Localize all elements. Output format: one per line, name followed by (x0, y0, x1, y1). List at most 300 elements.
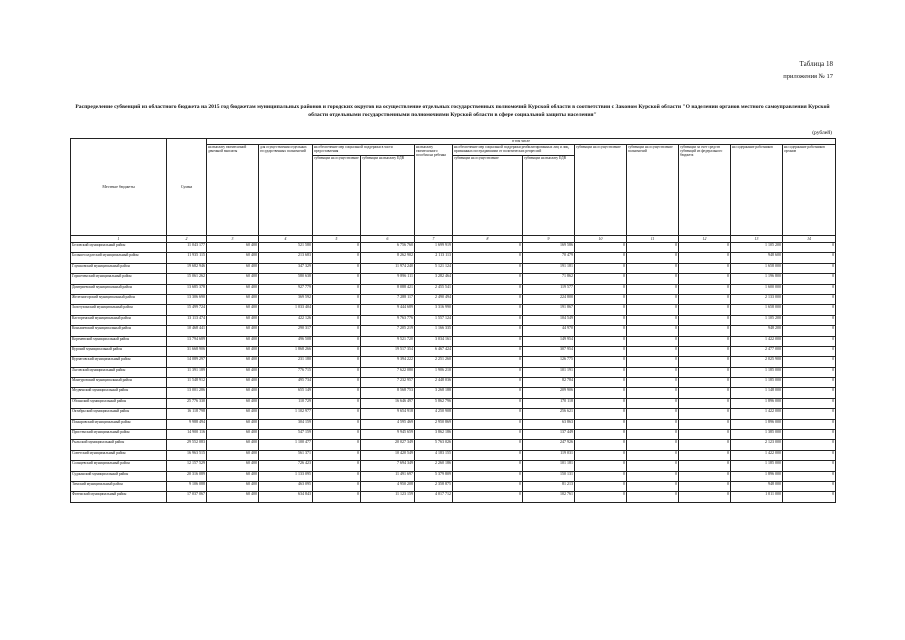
row-value: 0 (453, 336, 523, 346)
row-value: 60 400 (207, 440, 259, 450)
row-value: 0 (313, 430, 361, 440)
row-value: 60 400 (207, 461, 259, 471)
row-value: 0 (679, 305, 731, 315)
row-name: Мантуровский муниципальный район (71, 378, 167, 388)
row-value: 10 420 549 (361, 450, 415, 460)
row-value: 0 (783, 440, 836, 450)
row-value: 44 970 (523, 326, 575, 336)
row-value: 0 (575, 284, 627, 294)
row-value: 60 400 (207, 346, 259, 356)
row-value: 209 906 (523, 388, 575, 398)
row-value: 0 (575, 243, 627, 253)
row-name: Тимский муниципальный район (71, 481, 167, 491)
row-value: 0 (575, 398, 627, 408)
row-name: Касторенский муниципальный район (71, 315, 167, 325)
row-value: 1 896 000 (731, 419, 783, 429)
row-value: 9 763 776 (361, 315, 415, 325)
row-value: 0 (453, 461, 523, 471)
row-value: 0 (453, 294, 523, 304)
row-name: Пристенский муниципальный район (71, 430, 167, 440)
row-value: 3 862 186 (415, 430, 453, 440)
row-value: 60 400 (207, 367, 259, 377)
row-value: 2 123 000 (731, 440, 783, 450)
row-value: 0 (627, 367, 679, 377)
row-value: 8 568 753 (361, 388, 415, 398)
row-value: 0 (783, 367, 836, 377)
row-value: 2 358 875 (415, 481, 453, 491)
column-number: 11 (627, 236, 679, 243)
appendix-label: приложения № 17 (783, 73, 833, 80)
row-value: 0 (575, 294, 627, 304)
row-value: 0 (453, 419, 523, 429)
row-value: 1 185 000 (731, 461, 783, 471)
row-value: 0 (679, 481, 731, 491)
row-value: 0 (313, 367, 361, 377)
row-value: 5 121 124 (415, 263, 453, 273)
row-value: 0 (679, 440, 731, 450)
row-value: 102 761 (523, 492, 575, 502)
table-row (71, 450, 836, 460)
row-value: 15 061 262 (167, 274, 207, 284)
row-value: 7 288 117 (361, 294, 415, 304)
row-value: 0 (575, 346, 627, 356)
row-name: Льговский муниципальный район (71, 367, 167, 377)
row-name: Кореневский муниципальный район (71, 336, 167, 346)
row-value: 0 (575, 450, 627, 460)
row-name: Фатежский муниципальный район (71, 492, 167, 502)
header-c5-group: на обеспечение мер социальной поддержки в части предоставления (313, 145, 415, 156)
table-row (71, 388, 836, 398)
row-value: 60 400 (207, 492, 259, 502)
row-value: 60 400 (207, 409, 259, 419)
row-value: 0 (783, 398, 836, 408)
row-value: 0 (627, 378, 679, 388)
row-value: 0 (783, 450, 836, 460)
row-value: 0 (575, 440, 627, 450)
row-value: 0 (313, 461, 361, 471)
table-label: Таблица 18 (799, 60, 833, 68)
row-value: 11 548 912 (167, 378, 207, 388)
row-value: 6 467 424 (415, 346, 453, 356)
row-value: 0 (313, 263, 361, 273)
row-value: 948 000 (731, 481, 783, 491)
row-value: 0 (575, 388, 627, 398)
row-value: 60 400 (207, 305, 259, 315)
row-value: 2 950 869 (415, 419, 453, 429)
row-value: 137 449 (523, 430, 575, 440)
row-value: 2 477 000 (731, 346, 783, 356)
row-value: 15 499 724 (167, 305, 207, 315)
row-value: 0 (627, 492, 679, 502)
row-value: 4 595 469 (361, 419, 415, 429)
row-value: 0 (679, 336, 731, 346)
row-value: 0 (575, 336, 627, 346)
row-value: 0 (453, 378, 523, 388)
row-value: 0 (627, 481, 679, 491)
header-c8: субвенции на осуществление (453, 156, 523, 236)
row-value: 1 658 000 (731, 305, 783, 315)
row-value: 4 250 908 (415, 409, 453, 419)
table-row (71, 346, 836, 356)
row-value: 1 699 919 (415, 243, 453, 253)
row-value: 1 102 977 (259, 409, 313, 419)
row-value: 2 133 000 (731, 294, 783, 304)
row-value: 0 (313, 274, 361, 284)
row-value: 0 (313, 388, 361, 398)
row-value: 0 (313, 346, 361, 356)
row-value: 1 422 000 (731, 409, 783, 419)
row-value: 16 118 798 (167, 409, 207, 419)
row-value: 634 843 (259, 492, 313, 502)
row-value: 9 654 918 (361, 409, 415, 419)
row-value: 0 (627, 346, 679, 356)
row-value: 6 756 760 (361, 243, 415, 253)
row-value: 256 621 (523, 409, 575, 419)
row-value: 12 157 529 (167, 461, 207, 471)
row-value: 170 118 (523, 398, 575, 408)
row-value: 0 (627, 305, 679, 315)
table-row (71, 419, 836, 429)
row-value: 1 105 200 (731, 315, 783, 325)
row-value: 60 400 (207, 243, 259, 253)
row-value: 25 776 330 (167, 398, 207, 408)
row-value: 2 260 186 (415, 461, 453, 471)
row-name: Рыльский муниципальный район (71, 440, 167, 450)
row-value: 60 400 (207, 450, 259, 460)
row-value: 0 (627, 294, 679, 304)
row-value: 948 600 (731, 253, 783, 263)
row-value: 0 (453, 326, 523, 336)
row-value: 0 (627, 471, 679, 481)
row-value: 60 400 (207, 471, 259, 481)
row-value: 9 521 720 (361, 336, 415, 346)
row-value: 2 025 900 (731, 357, 783, 367)
row-name: Золотухинский муниципальный район (71, 305, 167, 315)
row-value: 0 (313, 294, 361, 304)
header-c4: для осуществления отдельных государственных полномочий (259, 145, 313, 236)
table-row (71, 461, 836, 471)
row-value: 0 (679, 471, 731, 481)
row-value: 101 181 (523, 461, 575, 471)
row-value: 307 954 (523, 346, 575, 356)
row-value: 11 391 189 (167, 367, 207, 377)
header-c6: субвенции на выплату ЕДВ (361, 156, 415, 236)
row-value: 11 935 115 (167, 253, 207, 263)
row-name: Дмитриевский муниципальный район (71, 284, 167, 294)
row-value: 0 (313, 336, 361, 346)
row-value: 0 (679, 398, 731, 408)
row-value: 9 988 494 (167, 419, 207, 429)
row-value: 60 400 (207, 294, 259, 304)
row-value: 0 (453, 450, 523, 460)
row-value: 0 (679, 378, 731, 388)
row-value: 0 (783, 253, 836, 263)
row-value: 11 974 240 (361, 263, 415, 273)
row-value: 231 180 (259, 357, 313, 367)
row-value: 0 (313, 284, 361, 294)
row-value: 0 (575, 378, 627, 388)
row-value: 2 490 494 (415, 294, 453, 304)
row-value: 0 (783, 492, 836, 502)
row-value: 521 580 (259, 243, 313, 253)
row-value: 0 (575, 419, 627, 429)
row-value: 60 400 (207, 315, 259, 325)
row-value: 0 (627, 430, 679, 440)
row-value: 0 (679, 274, 731, 284)
row-value: 580 638 (259, 274, 313, 284)
table-row (71, 243, 836, 253)
header-c10: субвенции на осуществление (575, 145, 627, 236)
header-c11: субвенции на осуществление полномочий (627, 145, 679, 236)
row-value: 1 557 124 (415, 315, 453, 325)
row-value: 60 400 (207, 263, 259, 273)
row-value: 0 (453, 388, 523, 398)
row-value: 71 862 (523, 274, 575, 284)
row-value: 0 (679, 419, 731, 429)
row-value: 20 316 089 (167, 471, 207, 481)
row-value: 1 422 000 (731, 336, 783, 346)
row-value: 126 775 (523, 357, 575, 367)
row-value: 60 400 (207, 284, 259, 294)
row-value: 0 (575, 274, 627, 284)
row-value: 0 (313, 419, 361, 429)
row-value: 0 (575, 253, 627, 263)
row-value: 0 (313, 450, 361, 460)
row-value: 4 183 155 (415, 450, 453, 460)
row-value: 0 (453, 243, 523, 253)
row-value: 149 954 (523, 336, 575, 346)
row-value: 0 (783, 315, 836, 325)
row-value: 1 100 477 (259, 440, 313, 450)
row-value: 1 185 000 (731, 378, 783, 388)
header-name: Местные бюджеты (71, 139, 167, 236)
row-value: 0 (783, 294, 836, 304)
row-value: 0 (679, 326, 731, 336)
row-value: 0 (783, 263, 836, 273)
table-row (71, 471, 836, 481)
header-c9: субвенции на выплату ЕДВ (523, 156, 575, 236)
row-value: 1 600 000 (731, 284, 783, 294)
row-value: 1 011 000 (731, 492, 783, 502)
row-name: Большесолдатский муниципальный район (71, 253, 167, 263)
row-value: 60 400 (207, 357, 259, 367)
row-value: 0 (313, 440, 361, 450)
row-value: 0 (627, 263, 679, 273)
row-value: 1 033 404 (259, 305, 313, 315)
table-row (71, 274, 836, 284)
table-row (71, 409, 836, 419)
row-value: 1 658 000 (731, 263, 783, 273)
row-value: 169 586 (523, 243, 575, 253)
row-value: 9 394 222 (361, 357, 415, 367)
row-value: 0 (453, 274, 523, 284)
header-c13: на содержание работников (731, 145, 783, 236)
row-value: 14 089 297 (167, 357, 207, 367)
column-number: 7 (415, 236, 453, 243)
row-value: 5 763 026 (415, 440, 453, 450)
row-value: 191 181 (523, 263, 575, 273)
row-value: 5 862 796 (415, 398, 453, 408)
row-value: 0 (627, 326, 679, 336)
row-value: 0 (575, 263, 627, 273)
row-value: 304 159 (259, 419, 313, 429)
row-value: 1 868 266 (259, 346, 313, 356)
row-value: 0 (679, 367, 731, 377)
row-value: 0 (679, 263, 731, 273)
row-value: 0 (627, 409, 679, 419)
row-value: 60 400 (207, 430, 259, 440)
row-value: 3 282 464 (415, 274, 453, 284)
row-name: Обоянский муниципальный район (71, 398, 167, 408)
row-value: 16 963 515 (167, 450, 207, 460)
row-value: 19 517 354 (361, 346, 415, 356)
row-value: 0 (453, 471, 523, 481)
table-row (71, 398, 836, 408)
row-value: 0 (679, 294, 731, 304)
row-value: 726 423 (259, 461, 313, 471)
row-value: 1 896 000 (731, 398, 783, 408)
row-value: 7 205 219 (361, 326, 415, 336)
table-row (71, 336, 836, 346)
table-row (71, 430, 836, 440)
row-value: 0 (627, 274, 679, 284)
row-value: 0 (453, 398, 523, 408)
table-row (71, 357, 836, 367)
row-value: 0 (313, 253, 361, 263)
row-value: 0 (453, 315, 523, 325)
header-c8-group: на обеспечение мер социальной поддержки реабилитированных лиц и лиц, признанных пострадавшими от политических репрессий (453, 145, 575, 156)
row-value: 0 (627, 461, 679, 471)
row-value: 13 306 690 (167, 294, 207, 304)
row-value: 0 (679, 243, 731, 253)
row-value: 0 (313, 357, 361, 367)
row-value: 0 (627, 388, 679, 398)
row-name: Курский муниципальный район (71, 346, 167, 356)
header-sum: Сумма (167, 139, 207, 236)
row-value: 101 191 (523, 367, 575, 377)
row-value: 9 106 088 (167, 481, 207, 491)
row-value: 927 779 (259, 284, 313, 294)
row-value: 776 715 (259, 367, 313, 377)
row-value: 0 (313, 326, 361, 336)
table-row (71, 440, 836, 450)
row-value: 8 262 902 (361, 253, 415, 263)
row-value: 3 034 161 (415, 336, 453, 346)
table-row (71, 253, 836, 263)
row-value: 0 (575, 409, 627, 419)
row-value: 0 (313, 409, 361, 419)
header-c7: на выплату ежемесячного пособия на ребенка (415, 145, 453, 236)
row-value: 0 (783, 243, 836, 253)
row-value: 9 896 111 (361, 274, 415, 284)
row-value: 0 (679, 450, 731, 460)
row-value: 0 (783, 409, 836, 419)
row-value: 11 491 697 (361, 471, 415, 481)
row-value: 13 685 378 (167, 284, 207, 294)
row-value: 0 (627, 450, 679, 460)
row-value: 0 (783, 305, 836, 315)
row-value: 0 (313, 471, 361, 481)
row-name: Поныровский муниципальный район (71, 419, 167, 429)
row-value: 0 (575, 492, 627, 502)
row-value: 31 668 906 (167, 346, 207, 356)
subvention-table (70, 138, 836, 503)
row-value: 0 (627, 419, 679, 429)
row-value: 0 (679, 430, 731, 440)
row-value: 60 400 (207, 253, 259, 263)
row-value: 7 694 349 (361, 461, 415, 471)
row-value: 290 317 (259, 326, 313, 336)
table-row (71, 284, 836, 294)
table-row (71, 305, 836, 315)
row-value: 7 232 957 (361, 378, 415, 388)
row-value: 0 (453, 440, 523, 450)
row-value: 60 400 (207, 419, 259, 429)
row-value: 5 379 809 (415, 471, 453, 481)
row-value: 561 371 (259, 450, 313, 460)
row-value: 60 400 (207, 336, 259, 346)
row-value: 1 422 000 (731, 450, 783, 460)
row-value: 13 113 474 (167, 315, 207, 325)
row-value: 1 896 000 (731, 471, 783, 481)
row-value: 60 400 (207, 388, 259, 398)
row-value: 2 455 541 (415, 284, 453, 294)
row-value: 11 043 177 (167, 243, 207, 253)
row-value: 0 (575, 305, 627, 315)
row-value: 3 316 990 (415, 305, 453, 315)
row-name: Горшеченский муниципальный район (71, 274, 167, 284)
row-value: 1 148 000 (731, 388, 783, 398)
units-label: (рублей) (812, 130, 832, 136)
row-value: 0 (783, 336, 836, 346)
row-value: 0 (575, 471, 627, 481)
row-value: 16 646 497 (361, 398, 415, 408)
row-value: 655 149 (259, 388, 313, 398)
row-value: 1 185 000 (731, 367, 783, 377)
row-name: Солнцевский муниципальный район (71, 461, 167, 471)
row-value: 2 448 036 (415, 378, 453, 388)
column-number: 9 (523, 236, 575, 243)
column-number: 14 (783, 236, 836, 243)
column-number: 2 (167, 236, 207, 243)
row-value: 0 (313, 492, 361, 502)
row-value: 29 552 083 (167, 440, 207, 450)
row-value: 0 (575, 315, 627, 325)
row-value: 13 001 286 (167, 388, 207, 398)
row-value: 60 400 (207, 274, 259, 284)
row-value: 0 (453, 430, 523, 440)
row-value: 10 468 441 (167, 326, 207, 336)
header-c5: субвенции на осуществление (313, 156, 361, 236)
row-value: 0 (783, 274, 836, 284)
row-value: 0 (679, 284, 731, 294)
row-value: 9 945 659 (361, 430, 415, 440)
row-value: 0 (453, 492, 523, 502)
row-value: 463 095 (259, 481, 313, 491)
document-title: Распределение субвенций из областного бюджета на 2015 год бюджетам муниципальных районов и городских округов на осуществление отдельных государственных полномочий Курской области в соответствии с Законом Курской области "О наделении органов местного самоуправления Курской области отдельными государственными полномочиями Курской области в сфере социальной защиты населения" (75, 104, 830, 118)
row-value: 0 (453, 346, 523, 356)
row-name: Глушковский муниципальный район (71, 263, 167, 273)
row-value: 7 622 080 (361, 367, 415, 377)
row-value: 0 (783, 471, 836, 481)
row-value: 81 213 (523, 481, 575, 491)
header-c3: на выплату ежемесячной денежной выплаты (207, 145, 259, 236)
row-value: 0 (453, 263, 523, 273)
row-value: 0 (313, 398, 361, 408)
table-row (71, 481, 836, 491)
row-value: 0 (575, 481, 627, 491)
row-value: 0 (783, 388, 836, 398)
